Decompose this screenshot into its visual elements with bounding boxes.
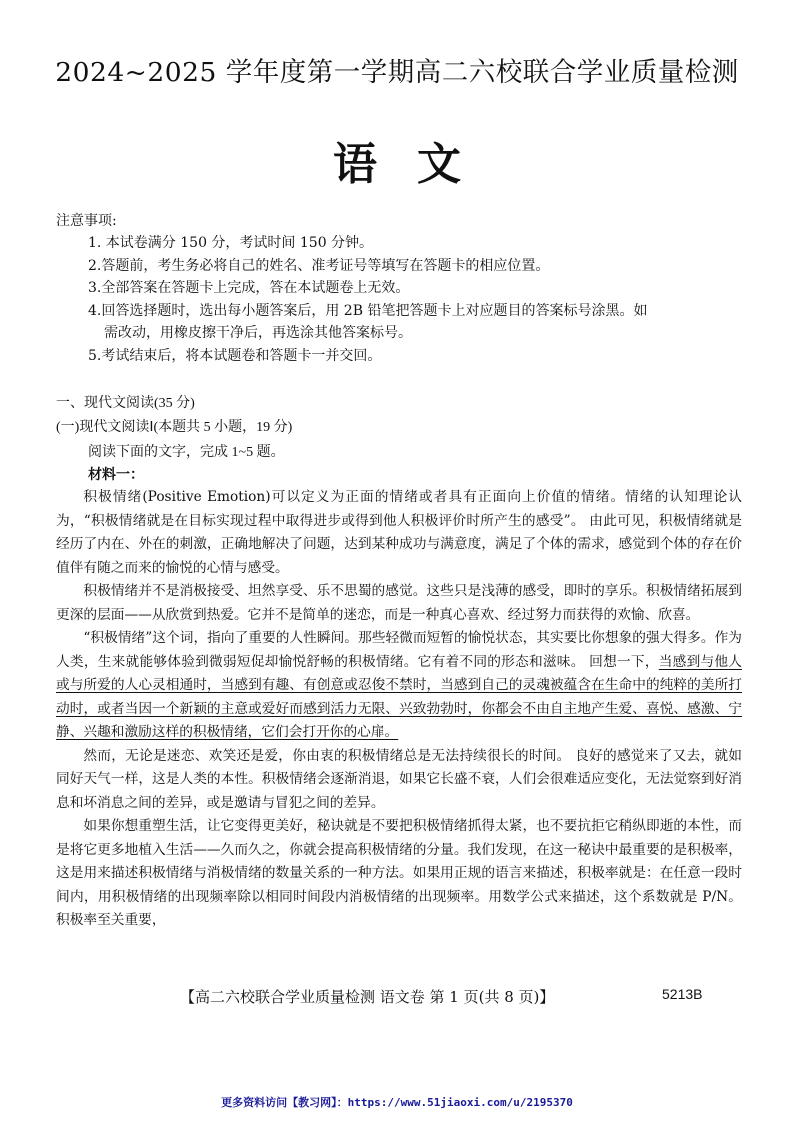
notice-item-continued: 需改动，用橡皮擦干净后，再选涂其他答案标号。: [104, 325, 412, 341]
notices-heading: 注意事项:: [56, 213, 117, 229]
exam-title: 2024~2025 学年度第一学期高二六校联合学业质量检测: [55, 57, 739, 88]
notice-item: 3.全部答案在答题卡上完成，答在本试题卷上无效。: [88, 280, 410, 296]
page-label: 【高二六校联合学业质量检测 语文卷 第 1 页(共 8 页)】: [180, 988, 555, 1006]
section-heading: 一、现代文阅读(35 分): [56, 396, 195, 411]
notice-item: 5.考试结束后，将本试题卷和答题卡一并交回。: [88, 347, 382, 364]
notice-item: 4.回答选择题时，选出每小题答案后，用 2B 铅笔把答题卡上对应题目的答案标号涂黑。如: [88, 302, 648, 319]
underlined-text: 当感到与他人或与所爱的人心灵相通时，当感到有趣、有创意或忍俊不禁时，当感到自己的灵魂被蕴含在生命中的纯粹的美所打动时，或者当因一个新颖的主意或爱好而感到活力无限、兴致勃勃时，你都会不由自主地产生爱、喜悦、感激、宁静、兴趣和激励这样的积极情绪，它们会打开你的心扉。: [56, 653, 742, 740]
subsection-heading: (一)现代文阅读Ⅰ(本题共 5 小题，19 分): [56, 420, 293, 435]
notice-item: 1. 本试卷满分 150 分，考试时间 150 分钟。: [88, 235, 374, 251]
paragraph-text: “积极情绪”这个词，指向了重要的人性瞬间。那些轻微而短暂的愉悦状态，其实要比你想象的强大得多。作为人类，生来就能够体验到微弱短促却愉悦舒畅的积极情绪。它有着不同的形态和滋味。 回想一下，: [56, 630, 742, 670]
passage: [56, 486, 742, 933]
material-label: 材料一：: [88, 468, 144, 483]
paragraph: 积极情绪(Positive Emotion)可以定义为正面的情绪或者具有正面向上价值的情绪。情绪的认知理论认为，“积极情绪就是在目标实现过程中取得进步或得到他人积极评价时所产生的感受”。 由此可见，积极情绪就是经历了内在、外在的刺激，正确地解决了问题，达到某种成功与满意度，满足了个体的需求，感觉到个体的存在价值伴有随之而来的愉悦的心情与感受。: [56, 489, 742, 576]
paragraph: 然而，无论是迷恋、欢笑还是爱，你由衷的积极情绪总是无法持续很长的时间。 良好的感觉来了又去，就如同好天气一样，这是人类的本性。积极情绪会逐渐消退，如果它长盛不衰，人们会很难适应变化，无法觉察到好消息和坏消息之间的差异，或是邀请与冒犯之间的差异。: [56, 747, 742, 811]
exam-code: 5213B: [662, 986, 703, 1002]
paragraph: 如果你想重塑生活，让它变得更美好，秘诀就是不要把积极情绪抓得太紧，也不要抗拒它稍纵即逝的本性，而是将它更多地植入生活——久而久之，你就会提高积极情绪的分量。我们发现，在这一秘诀中最重要的是积极率，这是用来描述积极情绪与消极情绪的数量关系的一种方法。如果用正规的语言来描述，积极率就是：在任意一段时间内，用积极情绪的出现频率除以相同时间段内消极情绪的出现频率。用数学公式来描述，这个系数就是 P/N。积极率至关重要，: [56, 818, 742, 928]
instruction-text: 阅读下面的文字，完成 1~5 题。: [88, 445, 285, 460]
notice-item: 2.答题前，考生务必将自己的姓名、准考证号等填写在答题卡的相应位置。: [88, 257, 550, 274]
paragraph: [56, 627, 742, 745]
subject-title: 语文: [333, 139, 501, 190]
resource-link[interactable]: 更多资料访问【教习网】：https://www.51jiaoxi.com/u/2195370: [221, 1096, 573, 1109]
paragraph: 积极情绪并不是消极接受、坦然享受、乐不思蜀的感觉。这些只是浅薄的感受，即时的享乐。积极情绪拓展到更深的层面——从欣赏到热爱。它并不是简单的迷恋，而是一种真心喜欢、经过努力而获得的欢愉、欣喜。: [56, 583, 742, 623]
notices-list: [56, 232, 746, 367]
